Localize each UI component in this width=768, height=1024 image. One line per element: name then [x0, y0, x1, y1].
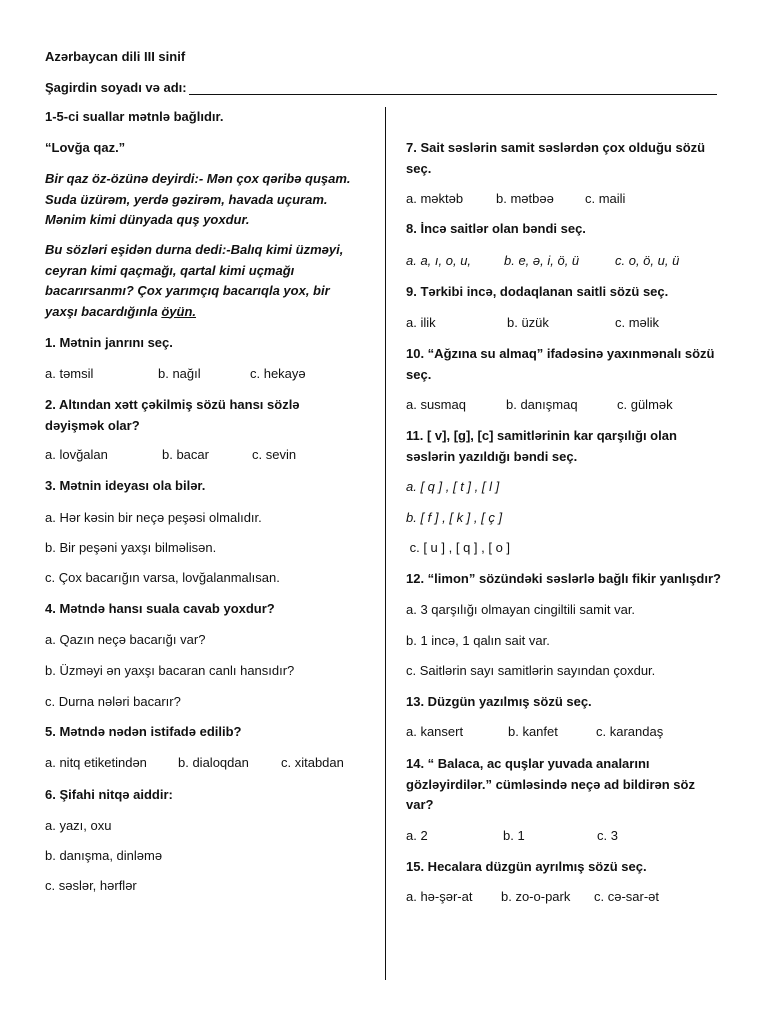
option-a[interactable]: a. yazı, oxu [45, 818, 112, 833]
question-8-options [406, 251, 679, 272]
question-line: 2. Altından xətt çəkilmiş sözü hansı sözlə [45, 397, 300, 412]
option-b[interactable]: b. üzük [507, 315, 549, 330]
story-line: Mənim kimi dünyada quş yoxdur. [45, 212, 250, 227]
option-b[interactable]: b. Üzməyi ən yaxşı bacaran canlı hansıdır? [45, 663, 295, 678]
option-a[interactable]: a. hə-şər-at [406, 889, 473, 904]
option-c[interactable]: c. məlik [615, 315, 660, 330]
student-name-blank-line[interactable] [189, 82, 717, 95]
option-b[interactable]: b. e, ə, i, ö, ü [504, 253, 580, 268]
question-line: 11. [ v], [g], [c] samitlərinin kar qarşılığı olan [406, 428, 677, 443]
question-line: seç. [406, 366, 432, 382]
story-line: bacarırsanmı? Çox yarımçıq bacarıqla yox, bir [45, 283, 330, 298]
story-paragraph-2 [45, 240, 343, 322]
option-b[interactable]: b. dialoqdan [178, 755, 249, 770]
question-1-options [45, 364, 306, 385]
question-line: səslərin yazıldığı bəndi seç. [406, 448, 578, 464]
story-line-text: yaxşı bacardığınla [45, 303, 162, 319]
question-line: seç. [406, 160, 432, 176]
option-c[interactable]: c. maili [585, 191, 626, 206]
option-a[interactable]: a. [ q ] , [ t ] , [ l ] [406, 479, 500, 494]
question-8: 8. İncə saitlər olan bəndi seç. [406, 221, 586, 236]
question-4: 4. Mətndə hansı suala cavab yoxdur? [45, 601, 275, 616]
option-a[interactable]: a. Qazın neçə bacarığı var? [45, 632, 206, 647]
story-paragraph-1 [45, 169, 351, 231]
question-15-options [406, 887, 659, 908]
option-c[interactable]: c. xitabdan [281, 755, 344, 770]
question-5-options [45, 753, 344, 774]
question-14 [406, 754, 695, 816]
question-1: 1. Mətnin janrını seç. [45, 335, 173, 350]
option-a[interactable]: a. kansert [406, 724, 464, 739]
question-14-options [406, 826, 618, 847]
student-name-field[interactable] [45, 80, 717, 95]
question-9-options [406, 313, 659, 334]
option-c[interactable]: c. cə-sar-ət [594, 889, 660, 904]
question-2 [45, 395, 300, 436]
option-c[interactable]: c. karandaş [596, 724, 664, 739]
story-line: Bir qaz öz-özünə deyirdi:- Mən çox qəribə quşam. [45, 171, 351, 186]
question-3: 3. Mətnin ideyası ola bilər. [45, 478, 206, 493]
option-b[interactable]: b. [ f ] , [ k ] , [ ç ] [406, 510, 503, 525]
option-b[interactable]: b. bacar [162, 447, 209, 462]
story-title: “Lovğa qaz.” [45, 140, 126, 155]
option-b[interactable]: b. zo-o-park [501, 889, 571, 904]
option-c[interactable]: c. sevin [252, 447, 297, 462]
question-15: 15. Hecalara düzgün ayrılmış sözü seç. [406, 859, 647, 874]
option-c[interactable]: c. 3 [597, 828, 618, 843]
question-7-options [406, 189, 625, 210]
question-10-options [406, 395, 673, 416]
option-a[interactable]: a. lovğalan [45, 447, 108, 462]
option-c[interactable]: c. o, ö, u, ü [615, 253, 680, 268]
option-c[interactable]: c. hekayə [250, 366, 306, 381]
option-c[interactable]: c. Çox bacarığın varsa, lovğalanmalısan. [45, 570, 280, 585]
question-9: 9. Tərkibi incə, dodaqlanan saitli sözü seç. [406, 284, 669, 299]
option-b[interactable]: b. danışma, dinləmə [45, 848, 163, 863]
story-line [45, 302, 343, 323]
question-13-options [406, 722, 663, 743]
option-c[interactable]: c. [ u ] , [ q ] , [ o ] [406, 540, 511, 555]
question-10 [406, 344, 715, 385]
option-a[interactable]: a. Hər kəsin bir neçə peşəsi olmalıdır. [45, 510, 262, 525]
option-c[interactable]: c. Saitlərin sayı samitlərin sayından çoxdur. [406, 663, 656, 678]
option-a[interactable]: a. ilik [406, 315, 436, 330]
option-b[interactable]: b. mətbəə [496, 191, 554, 206]
question-11 [406, 426, 677, 467]
intro-text: 1-5-ci suallar mətnlə bağlıdır. [45, 109, 224, 124]
option-a[interactable]: a. a, ı, o, u, [406, 253, 472, 268]
option-a[interactable]: a. təmsil [45, 366, 94, 381]
question-13: 13. Düzgün yazılmış sözü seç. [406, 694, 592, 709]
story-line: Bu sözləri eşidən durna dedi:-Balıq kimi üzməyi, [45, 242, 344, 257]
option-b[interactable]: b. Bir peşəni yaxşı bilməlisən. [45, 540, 217, 555]
question-line: var? [406, 797, 434, 812]
question-line: 14. “ Balaca, ac quşlar yuvada analarını [406, 756, 650, 771]
student-name-label: Şagirdin soyadı və adı: [45, 80, 187, 95]
option-a[interactable]: a. susmaq [406, 397, 466, 412]
option-c[interactable]: c. gülmək [617, 397, 673, 412]
option-a[interactable]: a. 2 [406, 828, 428, 843]
question-5: 5. Mətndə nədən istifadə edilib? [45, 724, 242, 739]
question-line: 10. “Ağzına su almaq” ifadəsinə yaxınmənalı sözü [406, 346, 715, 361]
question-6: 6. Şifahi nitqə aiddir: [45, 787, 173, 802]
option-a[interactable]: a. 3 qarşılığı olmayan cingiltili samit var. [406, 602, 636, 617]
question-line: dəyişmək olar? [45, 417, 140, 433]
story-line: Suda üzürəm, yerdə gəzirəm, havada uçuram. [45, 191, 328, 207]
underlined-word: öyün. [161, 303, 197, 319]
option-a[interactable]: a. məktəb [406, 191, 464, 206]
story-line: ceyran kimi qaçmağı, qartal kimi uçmağı [45, 262, 295, 278]
worksheet-title: Azərbaycan dili III sinif [45, 49, 186, 64]
option-a[interactable]: a. nitq etiketindən [45, 755, 147, 770]
question-7 [406, 138, 705, 179]
option-b[interactable]: b. danışmaq [506, 397, 578, 412]
column-divider [385, 107, 386, 980]
question-12: 12. “limon” sözündəki səslərlə bağlı fikir yanlışdır? [406, 571, 721, 586]
option-b[interactable]: b. kanfet [508, 724, 558, 739]
option-b[interactable]: b. nağıl [158, 366, 201, 381]
option-b[interactable]: b. 1 incə, 1 qalın sait var. [406, 633, 550, 648]
question-line: 7. Sait səslərin samit səslərdən çox olduğu sözü [406, 140, 706, 155]
option-c[interactable]: c. səslər, hərflər [45, 878, 137, 893]
question-2-options [45, 445, 296, 466]
option-b[interactable]: b. 1 [503, 828, 525, 843]
question-line: gözləyirdilər.” cümləsində neçə ad bildirən söz [406, 776, 695, 792]
option-c[interactable]: c. Durna nələri bacarır? [45, 694, 181, 709]
